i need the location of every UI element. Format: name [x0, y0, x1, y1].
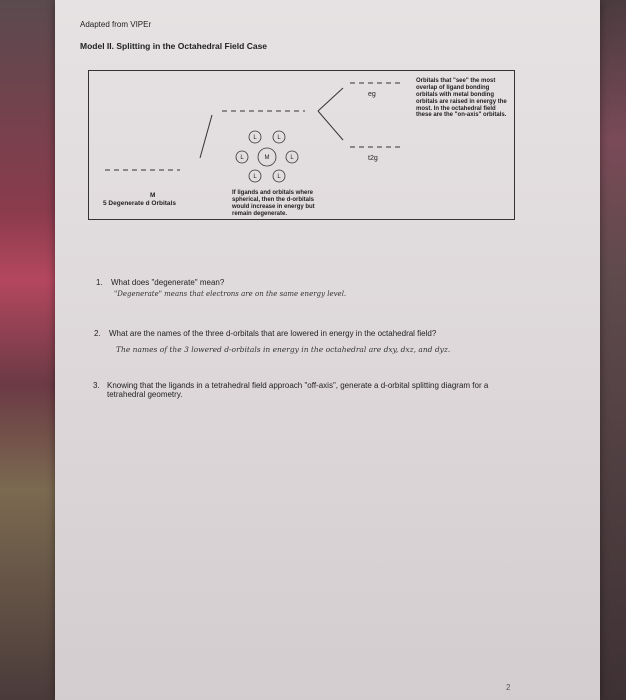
on-axis-note: Orbitals that "see" the most overlap of ligand bonding orbitals with metal bonding orbitals are raised in energy the most. In the octahedral field these are the "on-axis" orbitals.: [416, 78, 507, 119]
question-2-text: What are the names of the three d-orbitals that are lowered in energy in the octahedral field?: [109, 329, 437, 338]
connector-t2g-line: [318, 111, 343, 140]
connector-line-1: [200, 115, 212, 158]
source-credit: Adapted from VIPEr: [80, 20, 152, 29]
connector-eg-line: [318, 88, 343, 111]
question-1-text: What does "degenerate" mean?: [111, 278, 225, 287]
question-1-answer: "Degenerate" means that electrons are on the same energy level.: [114, 290, 347, 298]
eg-label: eg: [368, 91, 376, 98]
ligand-label: L: [253, 135, 257, 141]
metal-label-degenerate: M: [150, 192, 156, 199]
t2g-label: t2g: [368, 155, 378, 162]
page-number: 2: [506, 683, 511, 692]
question-1-number: 1.: [96, 278, 103, 287]
degenerate-orbitals-label: 5 Degenerate d Orbitals: [103, 200, 176, 207]
question-3-number: 3.: [93, 381, 100, 390]
metal-label: M: [264, 155, 270, 161]
question-3-text: Knowing that the ligands in a tetrahedral field approach "off-axis", generate a d-orbital splitting diagram for a tetrahedral geometry.: [107, 381, 489, 400]
ligand-label: L: [290, 155, 294, 161]
question-2-number: 2.: [94, 329, 101, 338]
question-2-answer: The names of the 3 lowered d-orbitals in energy in the octahedral are dxy, dxz, and dyz.: [116, 345, 451, 354]
ligand-label: L: [277, 135, 281, 141]
ligand-label: L: [253, 174, 257, 180]
spherical-note: If ligands and orbitals where spherical, then the d-orbitals would increase in energy but remain degenerate.: [232, 190, 315, 217]
ligand-label: L: [240, 155, 244, 161]
model-title: Model II. Splitting in the Octahedral Field Case: [80, 41, 268, 51]
ligand-label: L: [277, 174, 281, 180]
